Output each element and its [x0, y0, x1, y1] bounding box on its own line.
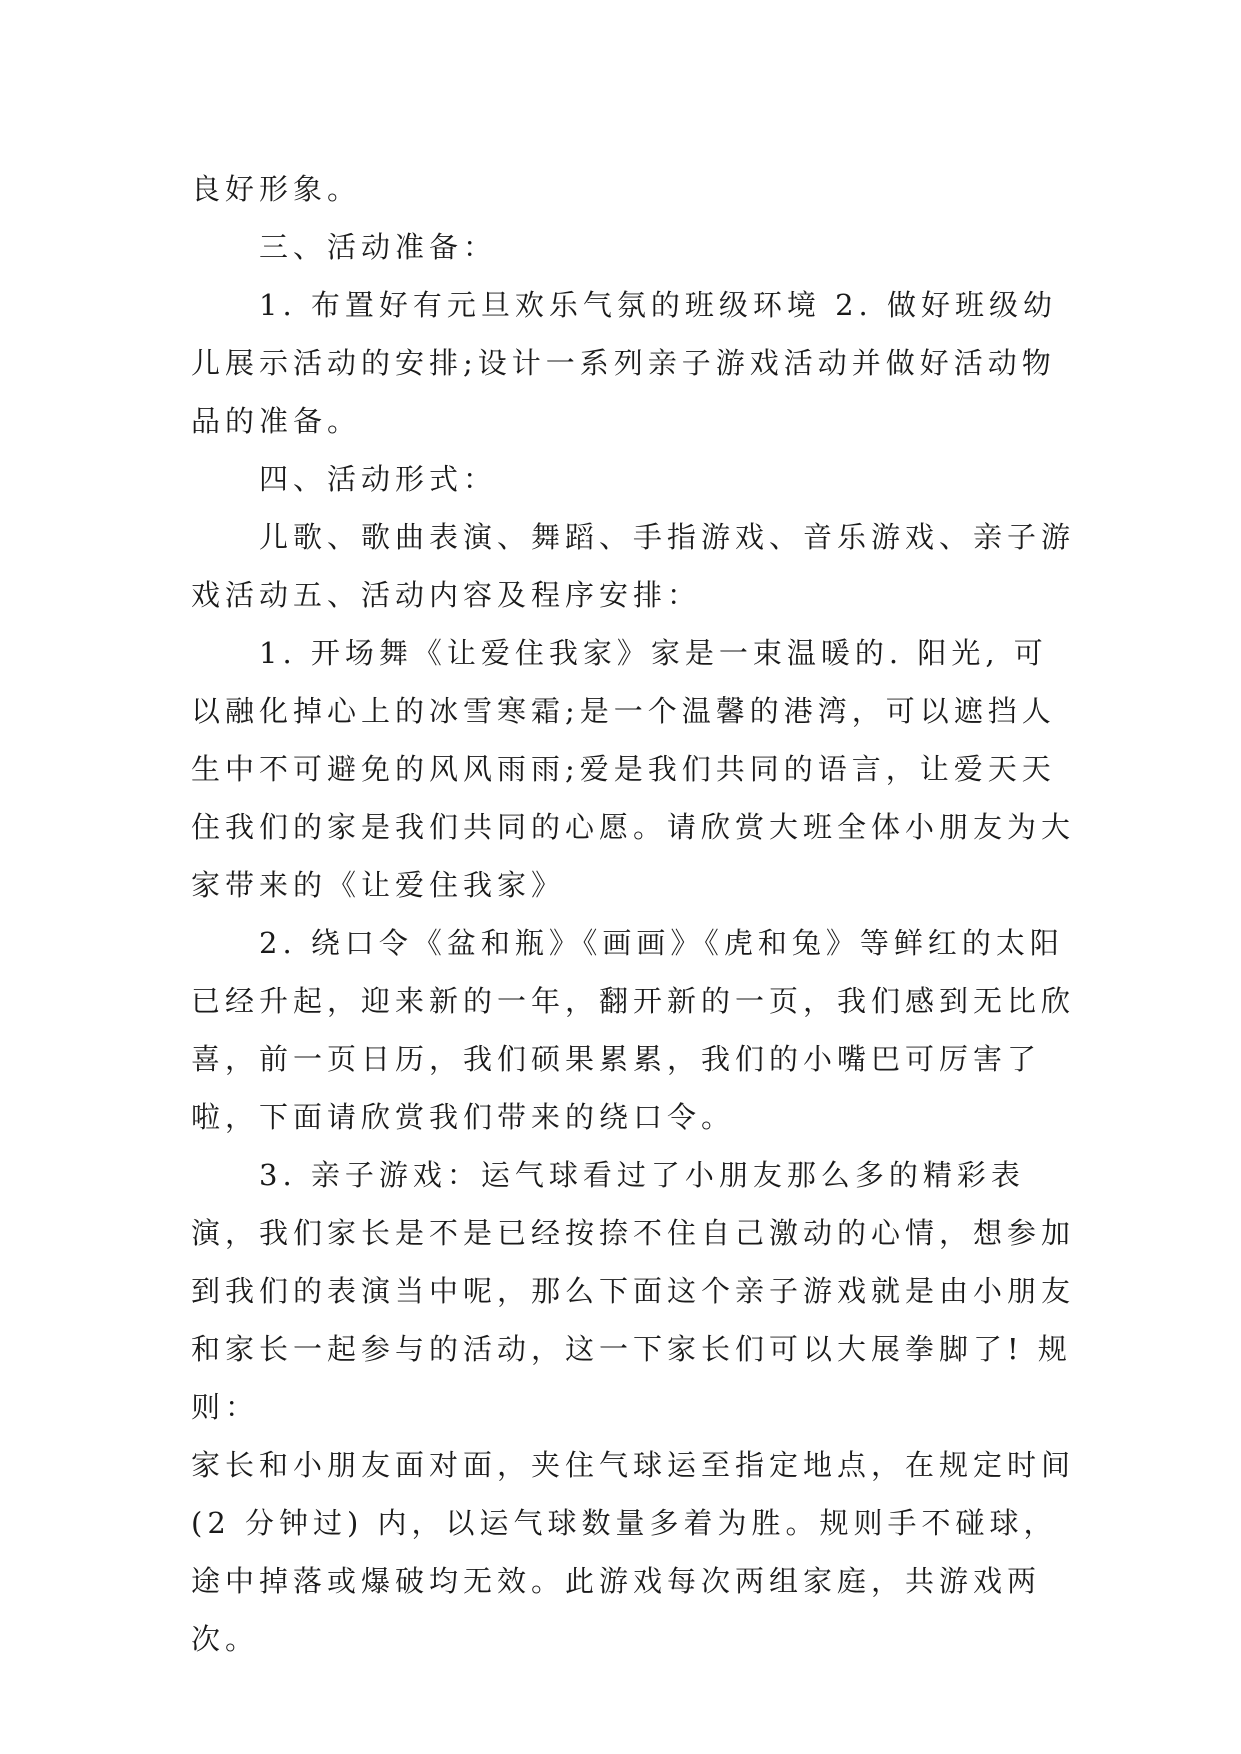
document-body [191, 160, 1081, 1668]
paragraph-intro-end: 良好形象。 [191, 172, 362, 206]
heading-activity-form: 四、活动形式： [191, 462, 498, 496]
paragraph-item-opening-dance: 1. 开场舞《让爱住我家》家是一束温暖的. 阳光, 可以融化掉心上的冰雪寒霜;是一个温馨的港湾，可以遮挡人生中不可避免的风风雨雨;爱是我们共同的语言，让爱天天住我们的家是我们共同的心愿。请欣赏大班全体小朋友为大家带来的《让爱住我家》 [191, 636, 1076, 902]
paragraph-item-parent-child-game: 3. 亲子游戏：运气球看过了小朋友那么多的精彩表演，我们家长是不是已经按捺不住自己激动的心情，想参加到我们的表演当中呢，那么下面这个亲子游戏就是由小朋友和家长一起参与的活动，这一下家长们可以大展拳脚了! 规则： [191, 1158, 1076, 1424]
paragraph-game-rules: 家长和小朋友面对面，夹住气球运至指定地点，在规定时间(2 分钟过) 内，以运气球数量多着为胜。规则手不碰球，途中掉落或爆破均无效。此游戏每次两组家庭，共游戏两次。 [191, 1448, 1076, 1656]
paragraph-activity-forms: 儿歌、歌曲表演、舞蹈、手指游戏、音乐游戏、亲子游戏活动五、活动内容及程序安排： [191, 520, 1076, 612]
paragraph-preparation-items: 1. 布置好有元旦欢乐气氛的班级环境 2. 做好班级幼儿展示活动的安排;设计一系列亲子游戏活动并做好活动物品的准备。 [191, 288, 1057, 438]
heading-activity-preparation: 三、活动准备： [191, 230, 498, 264]
paragraph-item-tongue-twister: 2. 绕口令《盆和瓶》《画画》《虎和兔》等鲜红的太阳已经升起，迎来新的一年，翻开新的一页，我们感到无比欣喜，前一页日历，我们硕果累累，我们的小嘴巴可厉害了啦，下面请欣赏我们带来的绕口令。 [191, 926, 1076, 1134]
